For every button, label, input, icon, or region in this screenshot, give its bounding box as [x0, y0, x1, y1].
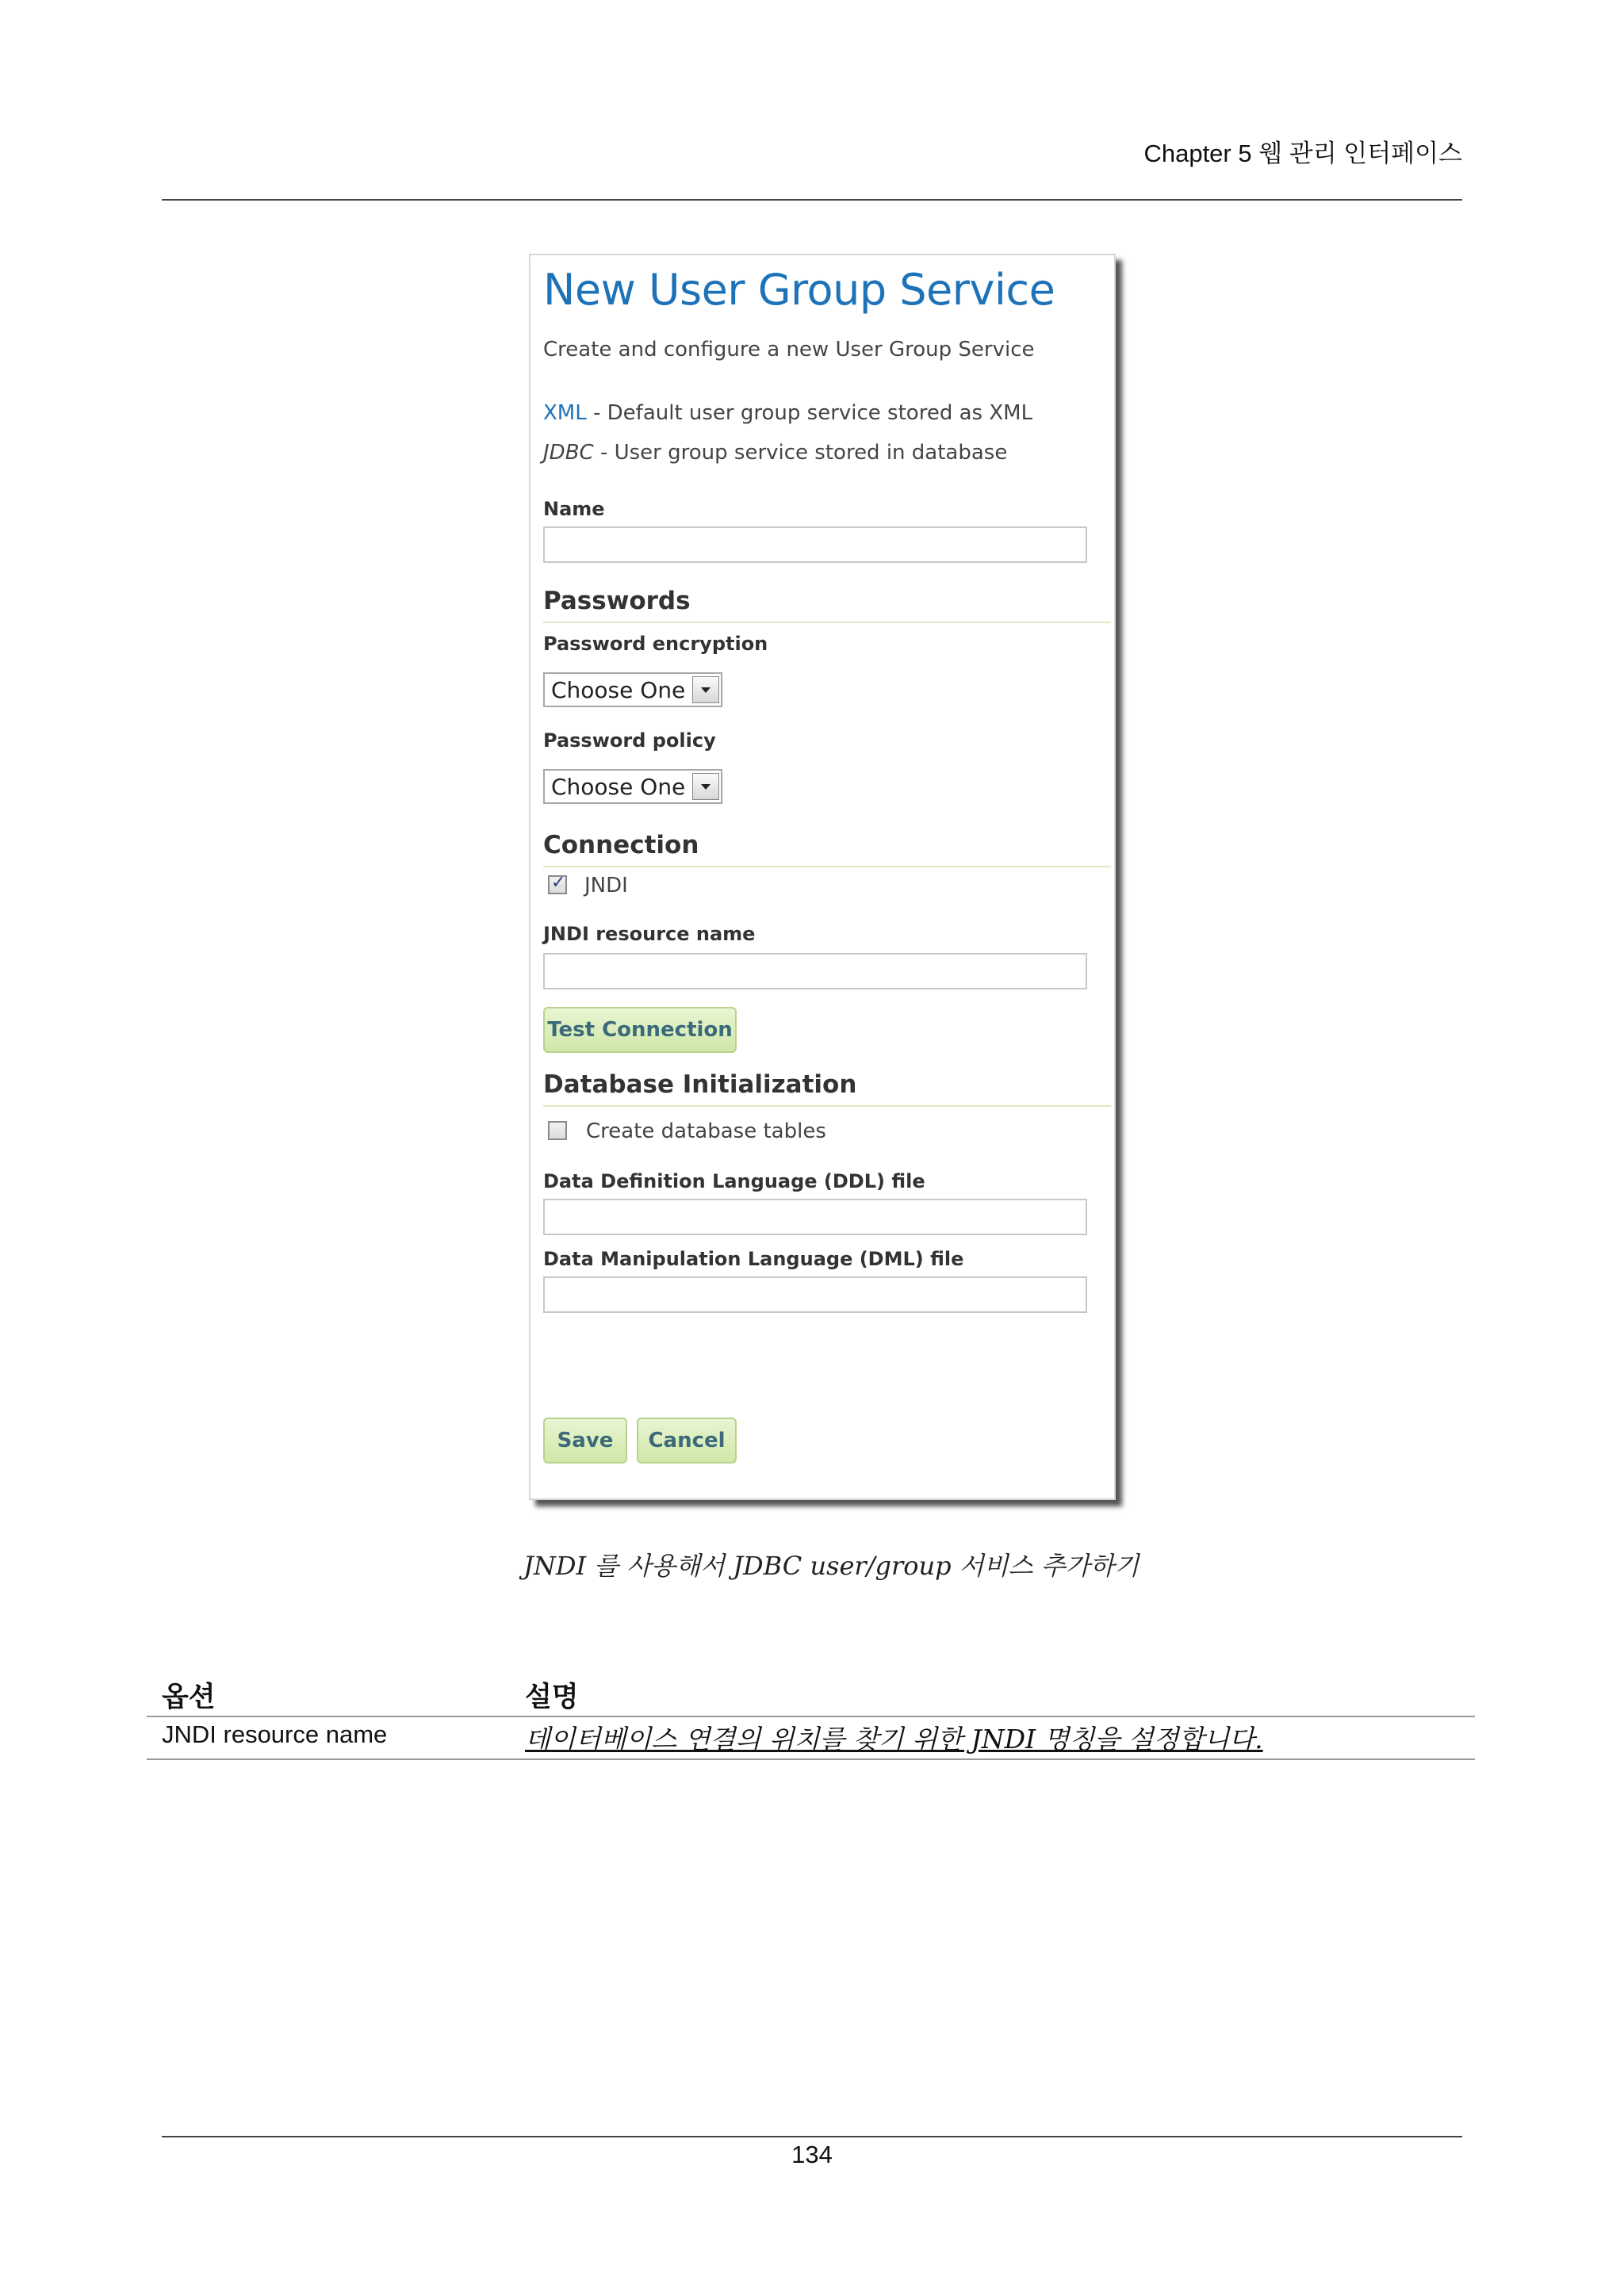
table-top-rule — [147, 1716, 1475, 1717]
user-group-service-form — [529, 254, 1116, 1500]
service-option-jdbc — [543, 441, 1007, 465]
create-database-tables-checkbox[interactable] — [548, 1121, 567, 1140]
name-label: Name — [543, 498, 605, 520]
table-cell-option: JNDI resource name — [162, 1720, 388, 1748]
jdbc-option[interactable]: JDBC — [543, 441, 594, 465]
save-button[interactable]: Save — [543, 1418, 627, 1464]
database-initialization-section-divider — [543, 1105, 1111, 1107]
table-bottom-rule — [147, 1758, 1475, 1760]
form-subtitle: Create and configure a new User Group Service — [543, 338, 1035, 362]
chevron-down-icon[interactable] — [692, 676, 719, 703]
ddl-file-input[interactable] — [543, 1199, 1087, 1235]
form-title: New User Group Service — [543, 265, 1055, 315]
header-divider — [162, 199, 1462, 201]
password-policy-select[interactable] — [543, 769, 722, 804]
create-database-tables-label: Create database tables — [586, 1119, 826, 1143]
page-header: Chapter 5 웹 관리 인터페이스 — [1143, 140, 1462, 167]
page-number: 134 — [791, 2141, 833, 2168]
database-initialization-section-heading: Database Initialization — [543, 1070, 857, 1099]
figure-caption: JNDI 를 사용해서 JDBC user/group 서비스 추가하기 — [523, 1551, 1139, 1581]
passwords-section-divider — [543, 622, 1111, 623]
name-input[interactable] — [543, 526, 1087, 563]
xml-link[interactable]: XML — [543, 401, 587, 425]
connection-section-divider — [543, 866, 1111, 867]
password-encryption-select[interactable] — [543, 672, 722, 707]
jndi-checkbox[interactable] — [548, 875, 567, 894]
dml-file-input[interactable] — [543, 1276, 1087, 1313]
test-connection-button[interactable]: Test Connection — [543, 1007, 737, 1053]
jndi-resource-name-input[interactable] — [543, 953, 1087, 989]
password-encryption-value: Choose One — [551, 677, 686, 703]
chevron-down-icon[interactable] — [692, 773, 719, 800]
xml-option-description: - Default user group service stored as XML — [586, 401, 1033, 425]
passwords-section-heading: Passwords — [543, 587, 691, 615]
jndi-checkbox-label: JNDI — [584, 874, 628, 897]
password-policy-label: Password policy — [543, 729, 716, 752]
dml-file-label: Data Manipulation Language (DML) file — [543, 1248, 964, 1270]
table-cell-description: 데이터베이스 연결의 위치를 찾기 위한 JNDI 명칭을 설정합니다. — [525, 1724, 1263, 1755]
table-header-option: 옵션 — [162, 1681, 216, 1713]
ddl-file-label: Data Definition Language (DDL) file — [543, 1170, 925, 1192]
password-policy-value: Choose One — [551, 774, 686, 800]
jdbc-option-description: - User group service stored in database — [593, 441, 1008, 465]
footer-divider — [162, 2136, 1462, 2137]
connection-section-heading: Connection — [543, 831, 699, 859]
password-encryption-label: Password encryption — [543, 633, 768, 655]
table-header-description: 설명 — [525, 1681, 579, 1713]
jndi-resource-name-label: JNDI resource name — [543, 923, 756, 945]
cancel-button[interactable]: Cancel — [637, 1418, 737, 1464]
service-option-xml — [543, 401, 1032, 425]
